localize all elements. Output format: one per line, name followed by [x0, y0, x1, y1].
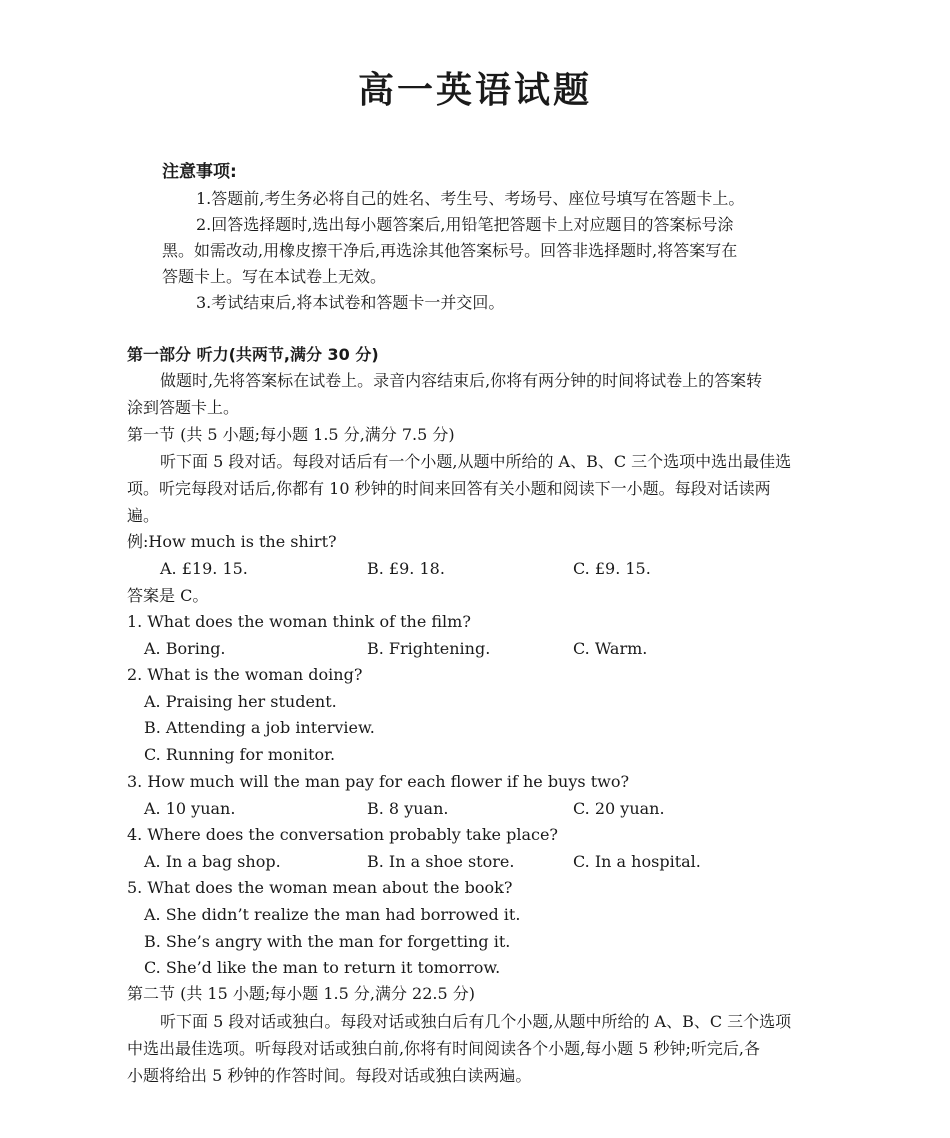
page-title: 高一英语试题 [357, 70, 592, 111]
section2-intro-line-3: 小题将给出 5 秒钟的作答时间。每段对话或独白读两遍。 [127, 1066, 532, 1085]
question-2: 2. What is the woman doing? [127, 665, 363, 684]
section2-heading: 第二节 (共 15 小题;每小题 1.5 分,满分 22.5 分) [127, 984, 475, 1003]
example-option-c: C. £9. 15. [573, 559, 651, 578]
part1-intro-line-1: 做题时,先将答案标在试卷上。录音内容结束后,你将有两分钟的时间将试卷上的答案转 [160, 371, 763, 390]
question-3-option-c: C. 20 yuan. [573, 799, 665, 818]
question-1: 1. What does the woman think of the film? [127, 612, 471, 631]
section1-intro-line-2: 项。听完每段对话后,你都有 10 秒钟的时间来回答有关小题和阅读下一小题。每段对话读两 [127, 479, 771, 498]
question-1-option-c: C. Warm. [573, 639, 648, 658]
example-option-b: B. £9. 18. [367, 559, 445, 578]
part1-heading: 第一部分 听力(共两节,满分 30 分) [127, 345, 379, 364]
question-4-option-b: B. In a shoe store. [367, 852, 515, 871]
notice-item-2-line-1: 2.回答选择题时,选出每小题答案后,用铅笔把答题卡上对应题目的答案标号涂 [196, 215, 734, 234]
question-4-option-c: C. In a hospital. [573, 852, 701, 871]
section2-intro-line-1: 听下面 5 段对话或独白。每段对话或独白后有几个小题,从题中所给的 A、B、C 三个选项 [160, 1012, 792, 1031]
part1-intro-line-2: 涂到答题卡上。 [127, 398, 240, 417]
question-5: 5. What does the woman mean about the book? [127, 878, 513, 897]
question-4: 4. Where does the conversation probably take place? [127, 825, 558, 844]
notice-item-2-line-3: 答题卡上。写在本试卷上无效。 [162, 267, 387, 286]
question-1-option-a: A. Boring. [144, 639, 226, 658]
question-3-option-a: A. 10 yuan. [144, 799, 236, 818]
question-2-option-a: A. Praising her student. [144, 692, 337, 711]
question-3: 3. How much will the man pay for each flower if he buys two? [127, 772, 630, 791]
question-2-option-b: B. Attending a job interview. [144, 718, 375, 737]
section1-heading: 第一节 (共 5 小题;每小题 1.5 分,满分 7.5 分) [127, 425, 455, 444]
notice-heading: 注意事项: [162, 162, 237, 182]
question-3-option-b: B. 8 yuan. [367, 799, 449, 818]
question-4-option-a: A. In a bag shop. [144, 852, 281, 871]
example-answer: 答案是 C。 [127, 586, 209, 605]
section1-intro-line-1: 听下面 5 段对话。每段对话后有一个小题,从题中所给的 A、B、C 三个选项中选出最佳选 [160, 452, 792, 471]
question-5-option-c: C. She’d like the man to return it tomorrow. [144, 958, 501, 977]
example-question: 例:How much is the shirt? [127, 532, 337, 551]
notice-item-1: 1.答题前,考生务必将自己的姓名、考生号、考场号、座位号填写在答题卡上。 [196, 189, 745, 208]
question-5-option-a: A. She didn’t realize the man had borrowed it. [144, 905, 521, 924]
section1-intro-line-3: 遍。 [127, 506, 160, 525]
section2-intro-line-2: 中选出最佳选项。听每段对话或独白前,你将有时间阅读各个小题,每小题 5 秒钟;听完后,各 [127, 1039, 761, 1058]
question-2-option-c: C. Running for monitor. [144, 745, 336, 764]
example-option-a: A. £19. 15. [160, 559, 248, 578]
question-5-option-b: B. She’s angry with the man for forgetting it. [144, 932, 511, 951]
notice-item-2-line-2: 黑。如需改动,用橡皮擦干净后,再选涂其他答案标号。回答非选择题时,将答案写在 [162, 241, 738, 260]
notice-item-3: 3.考试结束后,将本试卷和答题卡一并交回。 [196, 293, 505, 312]
question-1-option-b: B. Frightening. [367, 639, 491, 658]
